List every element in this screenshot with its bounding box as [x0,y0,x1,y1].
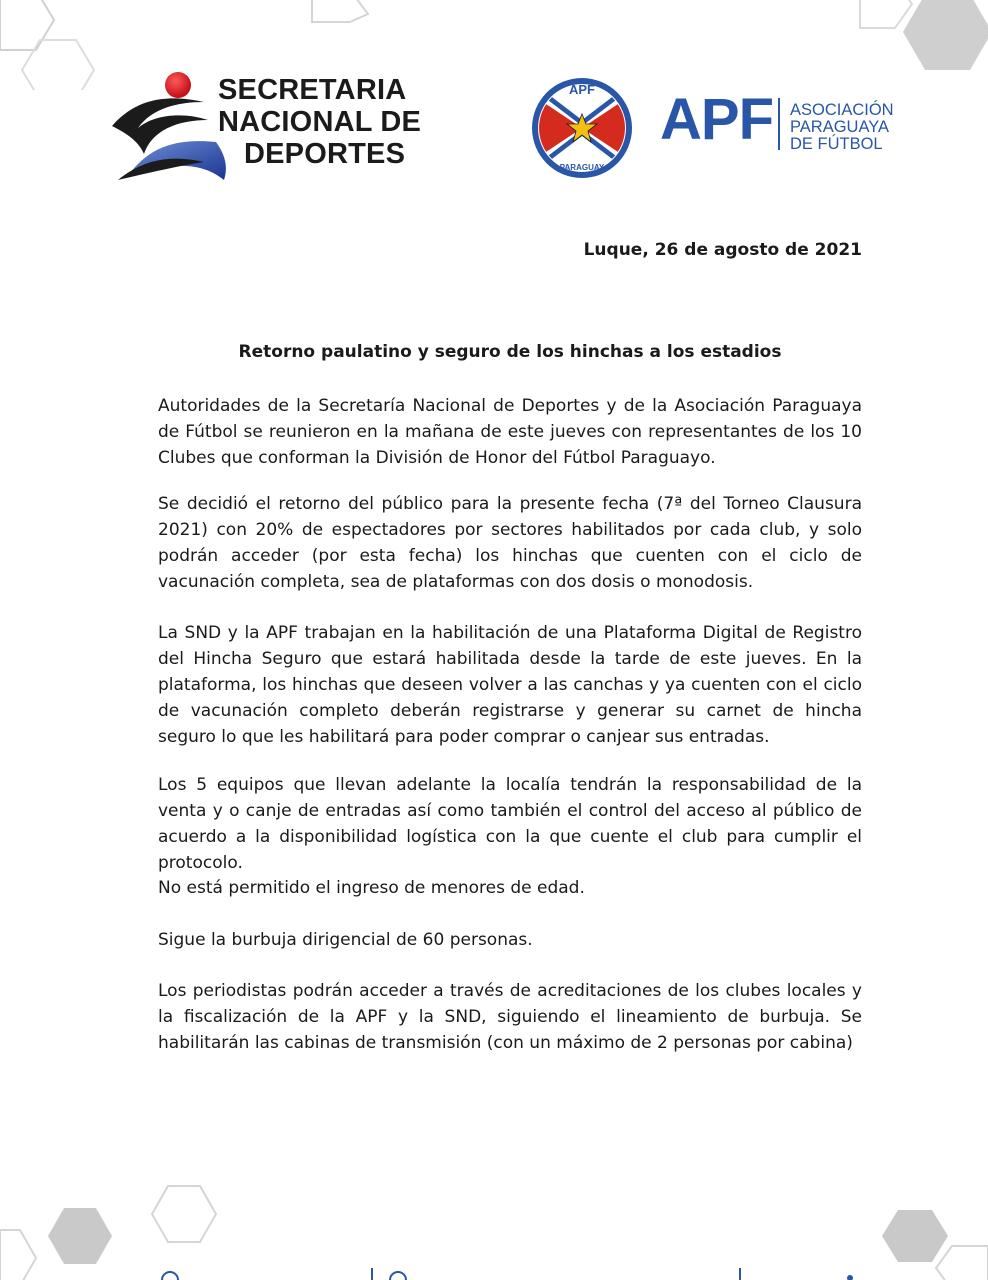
apf-acronym: APF [660,87,773,152]
paragraph-7: Los periodistas podrán acceder a través de acreditaciones de los clubes locales y la fiscalización de la APF y la SND, siguiendo el lineamiento de burbuja. Se habilitarán las cabinas de transmisión (con un máximo de 2 personas por cabina) [158,981,862,1053]
paragraph-5: No está permitido el ingreso de menores de edad. [158,878,585,898]
paragraph-4: Los 5 equipos que llevan adelante la localía tendrán la responsabilidad de la venta y o canje de entradas así como también el control del acceso al público de acuerdo a la disponibilidad logística con la que cuente el club para cumplir el protocolo. [158,775,862,873]
apf-logo [528,76,894,182]
hexagon-decoration-top-left [0,0,120,90]
document-title: Retorno paulatino y seguro de los hinchas a los estadios [238,342,782,362]
document-date: Luque, 26 de agosto de 2021 [583,240,862,260]
snd-logo-line1: SECRETARIA [218,74,407,106]
apf-logo-line2: PARAGUAYA [790,118,890,136]
apf-logo-line3: DE FÚTBOL [790,135,883,153]
paragraph-3: La SND y la APF trabajan en la habilitación de una Plataforma Digital de Registro del Hincha Seguro que estará habilitada desde la tarde de este jueves. En la plataforma, los hinchas que deseen volver a las canchas y ya cuenten con el ciclo de vacunación completo deberán registrarse y generar su carnet de hincha seguro lo que les habilitará para poder comprar o canjear sus entradas. [158,623,862,747]
hexagon-decoration-bottom-left [0,1170,260,1280]
apf-separator [778,98,780,150]
paragraph-6: Sigue la burbuja dirigencial de 60 personas. [158,930,533,950]
apf-badge-bottom-text: PARAGUAY [559,163,605,172]
paragraph-2: Se decidió el retorno del público para la presente fecha (7ª del Torneo Clausura 2021) con 20% de espectadores por sectores habilitados por cada club, y solo podrán acceder (por esta fecha) los hinchas que cuenten con el ciclo de vacunación completa, sea de plataformas con dos dosis o monodosis. [158,494,862,592]
footer-marks [150,1268,870,1280]
hexagon-decoration-bottom-right [840,1180,988,1280]
paragraph-1: Autoridades de la Secretaría Nacional de Deportes y de la Asociación Paraguaya de Fútbol se reunieron en la mañana de este jueves con representantes de los 10 Clubes que conforman la División de Honor del Fútbol Paraguayo. [158,396,862,468]
snd-logo [108,68,438,184]
snd-logo-line3: DEPORTES [244,138,406,170]
apf-badge-top-text: APF [569,82,595,97]
apf-badge-emblem [528,76,638,182]
apf-logo-line1: ASOCIACIÓN [790,101,894,119]
snd-runner-emblem [108,68,228,184]
snd-logo-line2: NACIONAL DE [218,106,422,138]
